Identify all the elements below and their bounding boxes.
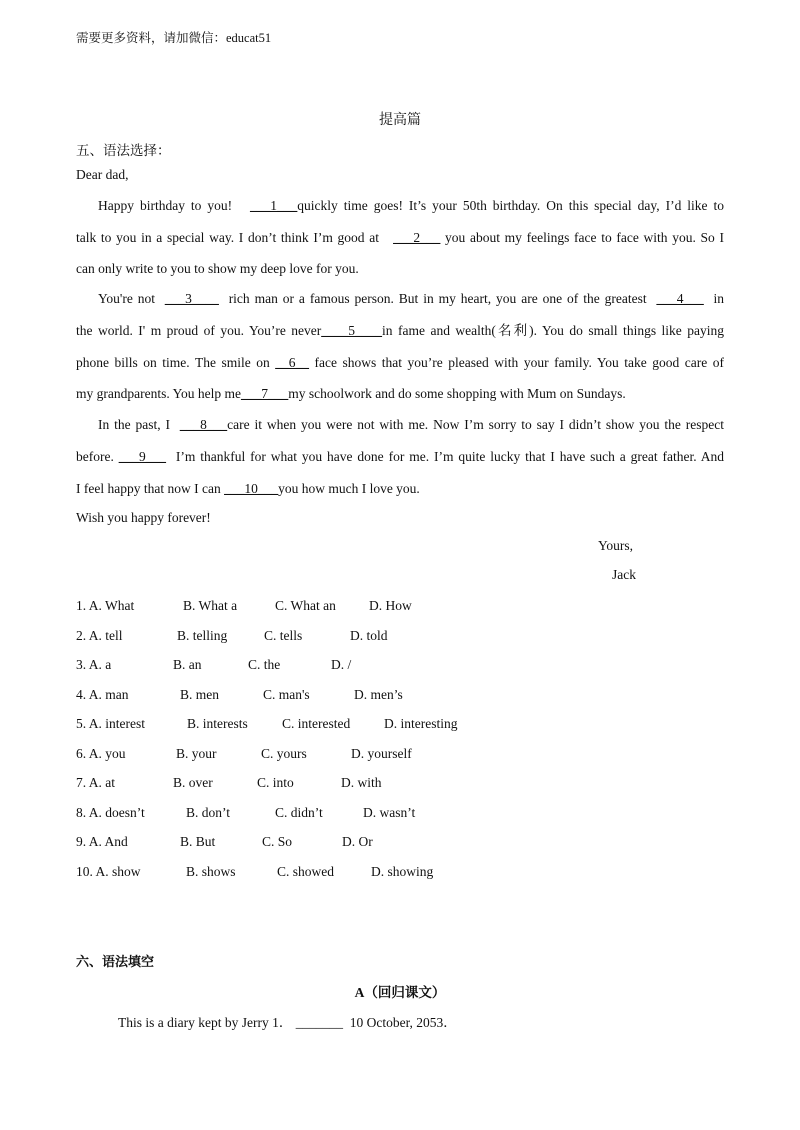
letter-text: in fame and wealth(名利). You do small things like paying: [382, 323, 724, 338]
letter-text: you how much I love you.: [278, 481, 420, 496]
diary-text: This is a diary kept by Jerry 1．: [118, 1015, 293, 1030]
question-row: [0, 626, 800, 646]
blank-1[interactable]: ___1___: [250, 198, 298, 213]
letter-line: [76, 353, 724, 373]
letter-text: I feel happy that now I can: [76, 481, 221, 496]
letter-text: I’m thankful for what you have done for me. I’m quite lucky that I have such a great father. And: [175, 449, 725, 464]
letter-text: before.: [76, 449, 114, 464]
option-d[interactable]: D. interesting: [384, 716, 458, 731]
option-d[interactable]: D. yourself: [351, 746, 412, 761]
letter-line: can only write to you to show my deep love for you.: [76, 261, 359, 276]
option-d[interactable]: D. /: [331, 657, 352, 672]
letter-line: [98, 415, 724, 435]
page-title: 提高篇: [379, 113, 421, 128]
option-a[interactable]: 4. A. man: [76, 687, 129, 702]
blank-7[interactable]: ___7___: [240, 386, 289, 401]
letter-text: In the past, I: [98, 417, 171, 432]
blank-fill-1[interactable]: _______: [295, 1015, 343, 1030]
option-a[interactable]: 2. A. tell: [76, 628, 123, 643]
header-note: 需要更多资料，请加微信：educat51: [76, 31, 272, 45]
option-c[interactable]: C. into: [257, 775, 294, 790]
option-b[interactable]: B. telling: [177, 628, 228, 643]
option-a[interactable]: 5. A. interest: [76, 716, 145, 731]
option-c[interactable]: C. yours: [261, 746, 307, 761]
question-row: [0, 832, 800, 852]
option-a[interactable]: 8. A. doesn’t: [76, 805, 145, 820]
option-c[interactable]: C. the: [248, 657, 281, 672]
letter-text: you about my feelings face to face with you. So I: [445, 230, 724, 245]
option-b[interactable]: B. men: [180, 687, 219, 702]
option-d[interactable]: D. with: [341, 775, 382, 790]
blank-5[interactable]: ____5____: [321, 323, 383, 338]
question-row: [0, 714, 800, 734]
option-c[interactable]: C. showed: [277, 864, 334, 879]
letter-text: the world. I' m proud of you. You’re never: [76, 323, 322, 338]
option-a[interactable]: 10. A. show: [76, 864, 141, 879]
option-b[interactable]: B. don’t: [186, 805, 231, 820]
option-b[interactable]: B. an: [173, 657, 202, 672]
option-d[interactable]: D. How: [369, 598, 412, 613]
letter-text: quickly time goes! It’s your 50th birthday. On this special day, I’d like to: [297, 198, 724, 213]
section-heading-grammar-choice: 五、语法选择：: [76, 143, 171, 158]
option-b[interactable]: B. over: [173, 775, 213, 790]
option-b[interactable]: B. your: [176, 746, 217, 761]
question-row: [0, 655, 800, 675]
option-a[interactable]: 9. A. And: [76, 834, 128, 849]
question-row: [0, 862, 800, 882]
blank-4[interactable]: ___4___: [656, 291, 704, 306]
option-b[interactable]: B. interests: [187, 716, 248, 731]
diary-text: 10 October, 2053．: [349, 1015, 457, 1030]
option-a[interactable]: 7. A. at: [76, 775, 115, 790]
letter-signature: Jack: [612, 567, 636, 582]
question-row: [0, 773, 800, 793]
letter-text: my grandparents. You help me: [76, 386, 241, 401]
section-heading-grammar-fill: 六、语法填空: [76, 955, 155, 970]
option-c[interactable]: C. interested: [282, 716, 351, 731]
letter-closing: Yours,: [598, 538, 634, 553]
letter-line: [76, 447, 724, 467]
option-c[interactable]: C. So: [262, 834, 293, 849]
option-a[interactable]: 1. A. What: [76, 598, 135, 613]
blank-3[interactable]: ___3____: [164, 291, 219, 306]
subsection-heading: A（回归课文）: [354, 985, 446, 1000]
blank-2[interactable]: ___2___: [393, 230, 441, 245]
option-c[interactable]: C. tells: [264, 628, 303, 643]
option-d[interactable]: D. Or: [342, 834, 373, 849]
letter-line: [98, 196, 724, 216]
blank-6[interactable]: __6__: [275, 355, 309, 370]
letter-line: [76, 228, 724, 248]
blank-10[interactable]: ___10___: [224, 481, 279, 496]
question-row: [0, 596, 800, 616]
question-row: [0, 685, 800, 705]
option-a[interactable]: 6. A. you: [76, 746, 126, 761]
option-b[interactable]: B. What a: [183, 598, 238, 613]
letter-greeting: Dear dad,: [76, 167, 129, 182]
question-row: [0, 744, 800, 764]
option-d[interactable]: D. told: [350, 628, 388, 643]
option-c[interactable]: C. man's: [263, 687, 310, 702]
option-c[interactable]: C. What an: [275, 598, 336, 613]
letter-text: phone bills on time. The smile on: [76, 355, 270, 370]
option-d[interactable]: D. wasn’t: [363, 805, 416, 820]
letter-line: [76, 384, 724, 404]
option-d[interactable]: D. men’s: [354, 687, 403, 702]
letter-line: [98, 289, 724, 309]
blank-9[interactable]: ___9___: [118, 449, 167, 464]
letter-text: care it when you were not with me. Now I’m sorry to say I didn’t show you the respect: [227, 417, 724, 432]
letter-line: [76, 479, 724, 499]
option-c[interactable]: C. didn’t: [275, 805, 323, 820]
letter-text: my schoolwork and do some shopping with Mum on Sundays.: [288, 386, 626, 401]
letter-text: talk to you in a special way. I don’t think I’m good at: [76, 230, 379, 245]
blank-8[interactable]: ___8___: [179, 417, 228, 432]
letter-text: face shows that you’re pleased with your family. You take good care of: [314, 355, 725, 370]
option-b[interactable]: B. shows: [186, 864, 236, 879]
diary-line: [118, 1011, 457, 1031]
letter-line: [76, 321, 724, 341]
letter-text: rich man or a famous person. But in my heart, you are one of the greatest: [228, 291, 647, 306]
letter-wish: Wish you happy forever!: [76, 510, 211, 525]
letter-text: Happy birthday to you!: [98, 198, 233, 213]
letter-text: in: [713, 291, 725, 306]
letter-text: You're not: [98, 291, 155, 306]
question-row: [0, 803, 800, 823]
option-b[interactable]: B. But: [180, 834, 216, 849]
option-d[interactable]: D. showing: [371, 864, 434, 879]
option-a[interactable]: 3. A. a: [76, 657, 112, 672]
